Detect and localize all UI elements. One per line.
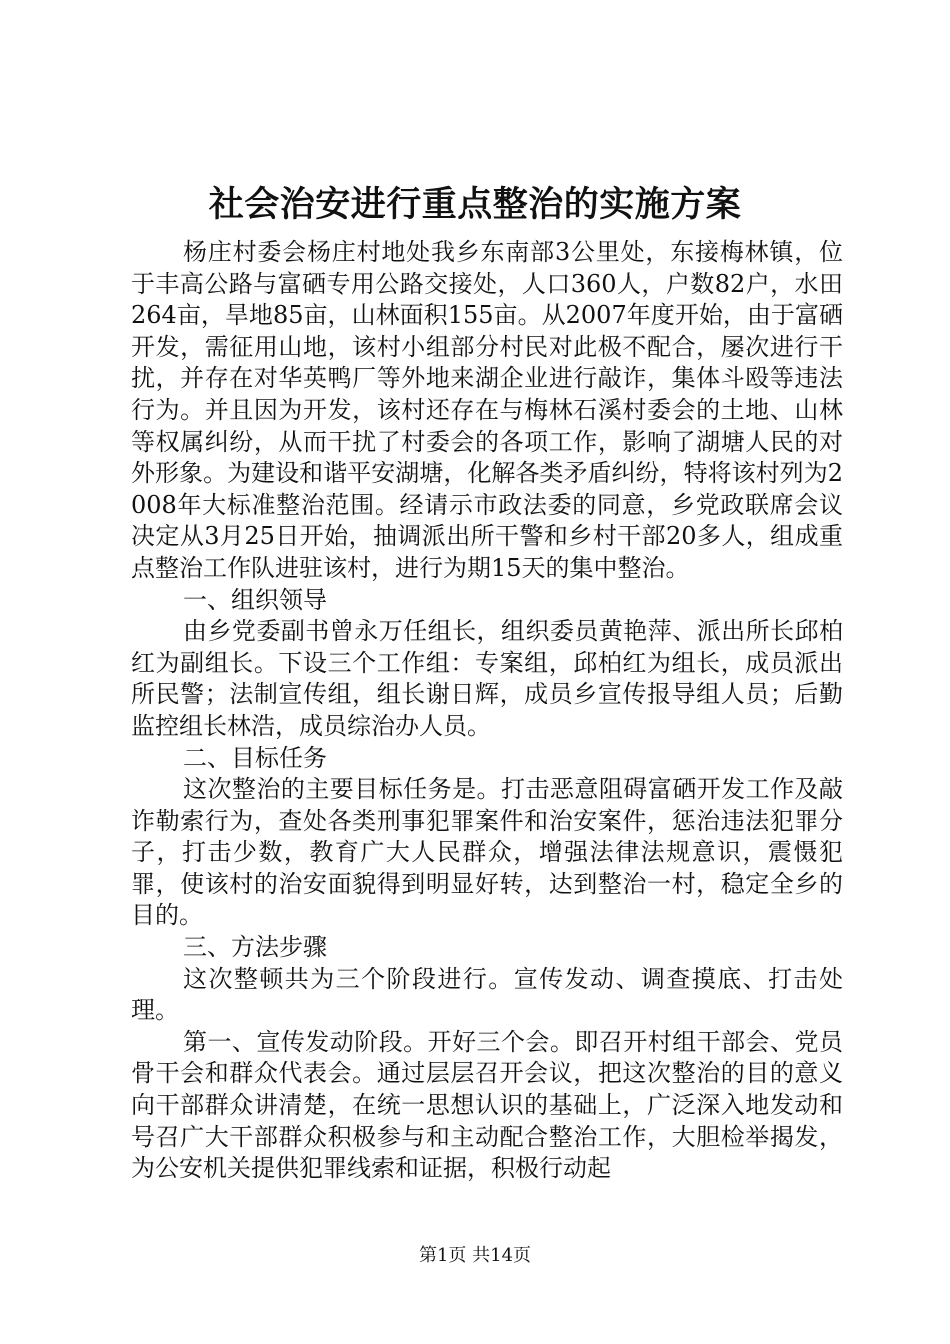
document-body: [131, 237, 843, 1185]
page-footer: 第1页 共14页: [418, 1245, 532, 1266]
document-title: 社会治安进行重点整治的实施方案: [208, 184, 742, 225]
paragraph-intro: 杨庄村委会杨庄村地处我乡东南部3公里处，东接梅林镇，位于丰高公路与富硒专用公路交接处，人口360人，户数82户，水田264亩，旱地85亩，山林面积155亩。从2007年度开始，由于富硒开发，需征用山地，该村小组部分村民对此极不配合，屡次进行干扰，并存在对华英鸭厂等外地来湖企业进行敲诈，集体斗殴等违法行为。并且因为开发，该村还存在与梅林石溪村委会的土地、山林等权属纠纷，从而干扰了村委会的各项工作，影响了湖塘人民的对外形象。为建设和谐平安湖塘，化解各类矛盾纠纷，特将该村列为2008年大标准整治范围。经请示市政法委的同意，乡党政联席会议决定从3月25日开始，抽调派出所干警和乡村干部20多人，组成重点整治工作队进驻该村，进行为期15天的集中整治。: [131, 238, 843, 582]
section-heading-steps: 三、方法步骤: [183, 933, 327, 962]
paragraph-organization: 由乡党委副书曾永万任组长，组织委员黄艳萍、派出所长邱柏红为副组长。下设三个工作组：专案组，邱柏红为组长，成员派出所民警；法制宣传组，组长谢日辉，成员乡宣传报导组人员；后勤监控组长林浩，成员综治办人员。: [131, 617, 843, 740]
section-heading-goals: 二、目标任务: [183, 743, 327, 772]
paragraph-goals: 这次整治的主要目标任务是。打击恶意阻碍富硒开发工作及敲诈勒索行为，查处各类刑事犯罪案件和治安案件，惩治违法犯罪分子，打击少数，教育广大人民群众，增强法律法规意识，震慑犯罪，使该村的治安面貌得到明显好转，达到整治一村，稳定全乡的目的。: [131, 775, 843, 930]
section-heading-organization: 一、组织领导: [183, 585, 327, 614]
paragraph-step-one: 第一、宣传发动阶段。开好三个会。即召开村组干部会、党员骨干会和群众代表会。通过层层召开会议，把这次整治的目的意义向干部群众讲清楚，在统一思想认识的基础上，广泛深入地发动和号召广大干部群众积极参与和主动配合整治工作，大胆检举揭发，为公安机关提供犯罪线索和证据，积极行动起: [131, 1027, 843, 1183]
paragraph-steps-overview: 这次整顿共为三个阶段进行。宣传发动、调查摸底、打击处理。: [131, 964, 843, 1025]
